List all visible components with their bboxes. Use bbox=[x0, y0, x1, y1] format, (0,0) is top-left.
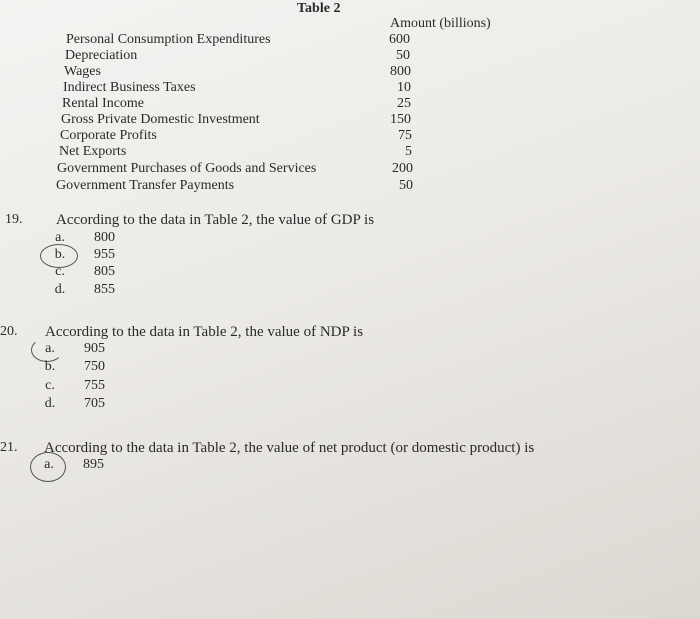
row-label: Personal Consumption Expenditures bbox=[66, 32, 271, 47]
question-text: According to the data in Table 2, the value of net product (or domestic product) is bbox=[44, 440, 535, 456]
option-letter: d. bbox=[54, 282, 66, 297]
question-text: According to the data in Table 2, the value of GDP is bbox=[56, 212, 375, 228]
option-value: 750 bbox=[84, 359, 105, 374]
row-label: Indirect Business Taxes bbox=[63, 80, 196, 95]
option-letter: a. bbox=[55, 230, 65, 245]
option-letter: b. bbox=[54, 247, 66, 262]
option-value: 800 bbox=[94, 230, 115, 245]
row-label: Corporate Profits bbox=[60, 128, 157, 143]
row-label: Net Exports bbox=[59, 144, 127, 159]
option-value: 805 bbox=[94, 264, 115, 279]
row-value: 5 bbox=[405, 144, 412, 159]
option-letter: a. bbox=[44, 457, 54, 472]
row-value: 50 bbox=[396, 48, 410, 63]
option-value: 855 bbox=[94, 282, 115, 297]
row-value: 10 bbox=[397, 80, 411, 95]
option-letter: d. bbox=[44, 396, 56, 411]
row-value: 600 bbox=[389, 32, 410, 47]
row-label: Gross Private Domestic Investment bbox=[61, 112, 260, 127]
option-value: 705 bbox=[84, 396, 105, 411]
row-value: 50 bbox=[399, 178, 413, 193]
question-text: According to the data in Table 2, the value of NDP is bbox=[45, 324, 364, 340]
row-value: 150 bbox=[390, 112, 411, 127]
row-value: 200 bbox=[392, 161, 413, 176]
row-label: Government Transfer Payments bbox=[56, 178, 235, 193]
option-value: 755 bbox=[84, 378, 105, 393]
option-letter: c. bbox=[55, 264, 65, 279]
question-number: 19. bbox=[5, 212, 23, 227]
amount-column-header: Amount (billions) bbox=[390, 16, 491, 31]
row-label: Government Purchases of Goods and Services bbox=[57, 161, 317, 176]
option-value: 955 bbox=[94, 247, 115, 262]
question-number: 20. bbox=[0, 324, 18, 339]
row-label: Depreciation bbox=[65, 48, 138, 63]
option-letter: b. bbox=[44, 359, 56, 374]
row-value: 25 bbox=[397, 96, 411, 111]
table-title: Table 2 bbox=[297, 1, 341, 16]
option-value: 895 bbox=[83, 457, 104, 472]
row-label: Wages bbox=[64, 64, 101, 79]
question-number: 21. bbox=[0, 440, 18, 455]
row-label: Rental Income bbox=[62, 96, 145, 111]
option-letter: c. bbox=[45, 378, 55, 393]
option-letter: a. bbox=[45, 341, 55, 356]
option-value: 905 bbox=[84, 341, 105, 356]
row-value: 800 bbox=[390, 64, 411, 79]
row-value: 75 bbox=[398, 128, 412, 143]
